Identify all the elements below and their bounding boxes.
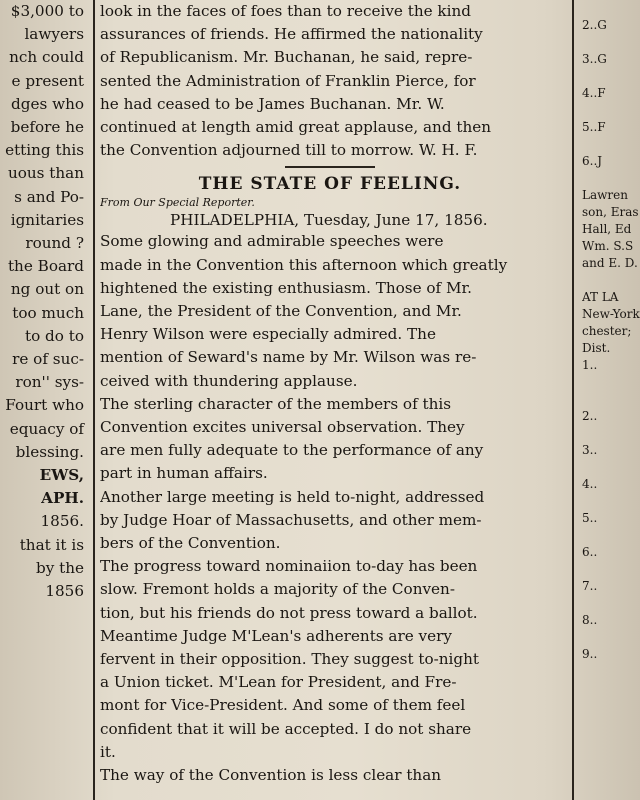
right-column-line: 6.. [582,545,598,559]
article-line: are men fully adequate to the performance of any [100,441,484,460]
right-column-line [582,561,640,578]
left-column-line: ignitaries [10,210,84,229]
article-headline: THE STATE OF FEELING. [198,174,462,195]
right-column-line [582,102,640,119]
left-column-line: the Board [7,257,84,276]
right-column-line [582,272,640,289]
right-column-line [582,629,640,646]
left-column-line: too much [12,303,84,322]
article-line: look in the faces of foes than to receive the kind [100,2,471,20]
left-column-line: etting this [5,141,84,160]
article-line: slow. Fremont holds a majority of the Conven- [100,580,455,599]
left-column-line: 1856. [40,512,84,531]
article-line: mont for Vice-President. And some of them feel [100,696,466,715]
byline: From Our Special Reporter. [100,196,255,210]
left-column-line: ng out on [10,280,84,299]
left-column-line: nch could [9,48,84,67]
article-line: The progress toward nominaiion to-day has been [100,557,478,576]
right-column-line: New-York [582,307,640,321]
right-column [582,0,640,663]
right-column-line: 3.. [582,443,598,457]
article-line: Some glowing and admirable speeches were [100,232,444,251]
right-column-line: 3..G [582,52,607,66]
left-column-line: e present [11,71,84,90]
right-column-line [582,136,640,153]
right-column-line: Dist. [582,341,611,355]
right-column-line: 5.. [582,511,598,525]
article-line: of Republicanism. Mr. Buchanan, he said, repre- [100,48,473,67]
right-column-line: 6..J [582,154,603,168]
left-column-line: before he [10,118,84,137]
article-line: Lane, the President of the Convention, and Mr. [100,302,462,321]
right-column-line: 8.. [582,613,598,627]
left-column-line: uous than [7,164,84,183]
right-column-line: 7.. [582,579,598,593]
article-line: by Judge Hoar of Massachusetts, and other mem- [100,510,482,529]
right-column-line [582,0,640,17]
article-line: The sterling character of the members of this [100,394,452,413]
section-rule [285,166,375,168]
article-line: mention of Seward's name by Mr. Wilson was re- [100,348,477,367]
article-line: Henry Wilson were especially admired. The [100,325,436,344]
article-line: the Convention adjourned till to morrow. W. H. F. [100,141,478,160]
right-column-line [582,425,640,442]
article-line: The way of the Convention is less clear than [100,766,442,785]
left-column-line: ron'' sys- [15,373,84,392]
left-column-line: round ? [25,234,84,253]
main-column [100,0,560,787]
left-column-line: s and Po- [14,187,84,206]
article-line: part in human affairs. [100,464,268,483]
right-column-line [582,493,640,510]
left-column-line: EWS, [39,466,84,485]
article-line: fervent in their opposition. They suggest to-night [100,650,480,669]
article-line: continued at length amid great applause, and then [100,118,492,137]
right-column-line [582,459,640,476]
article-line: assurances of friends. He affirmed the nationality [100,25,483,44]
right-column-line: Lawren [582,188,628,202]
right-column-line [582,595,640,612]
article-line: he had ceased to be James Buchanan. Mr. W. [100,94,445,113]
right-column-line: son, Eras [582,205,639,219]
left-column-line: equacy of [9,419,84,438]
right-column-line [582,68,640,85]
right-column-line: 4..F [582,86,606,100]
right-column-line [582,374,640,391]
left-column [0,0,86,603]
left-column-line: re of suc- [12,350,84,369]
article-line: Meantime Judge M'Lean's adherents are very [100,626,452,645]
article-line: Convention excites universal observation. They [100,418,465,437]
left-column-line: dges who [11,94,84,113]
right-column-line: 1.. [582,358,598,372]
left-column-line: Fourt who [5,396,84,415]
column-rule-right [572,0,574,800]
article-line: tion, but his friends do not press toward a ballot. [100,603,478,622]
dateline: PHILADELPHIA, Tuesday, June 17, 1856. [170,211,488,230]
article-line: a Union ticket. M'Lean for President, and Fre- [100,673,457,692]
right-column-line: 9.. [582,647,598,661]
left-column-line: blessing. [15,442,84,461]
right-column-line: 4.. [582,477,598,491]
article-line: Another large meeting is held to-night, addressed [100,487,485,506]
left-column-line: lawyers [24,25,84,44]
right-column-line [582,170,640,187]
article-line: sented the Administration of Franklin Pierce, for [100,71,476,90]
right-column-line: 2.. [582,409,598,423]
left-column-line: 1856 [45,582,84,601]
right-column-line: chester; [582,324,632,338]
right-column-line [582,34,640,51]
left-column-line: that it is [19,535,84,554]
article-line: hightened the existing enthusiasm. Those of Mr. [100,278,472,297]
right-column-line: 2..G [582,18,607,32]
article-line: it. [100,742,116,761]
article-line: bers of the Convention. [100,534,281,553]
column-rule-left [93,0,95,800]
right-column-line: AT LA [582,290,619,304]
right-column-line: Hall, Ed [582,222,632,236]
left-column-line: by the [35,558,84,577]
left-column-line: $3,000 to [10,2,84,20]
right-column-line [582,391,640,408]
right-column-line: Wm. S.S [582,239,634,253]
article-line: ceived with thundering applause. [100,371,358,390]
article-line: made in the Convention this afternoon which greatly [100,255,508,274]
article-line: confident that it will be accepted. I do not share [100,719,472,738]
right-column-line: 5..F [582,120,606,134]
left-column-line: APH. [41,489,84,508]
right-column-line: and E. D. [582,256,638,270]
left-column-line: to do to [24,326,84,345]
right-column-line [582,527,640,544]
